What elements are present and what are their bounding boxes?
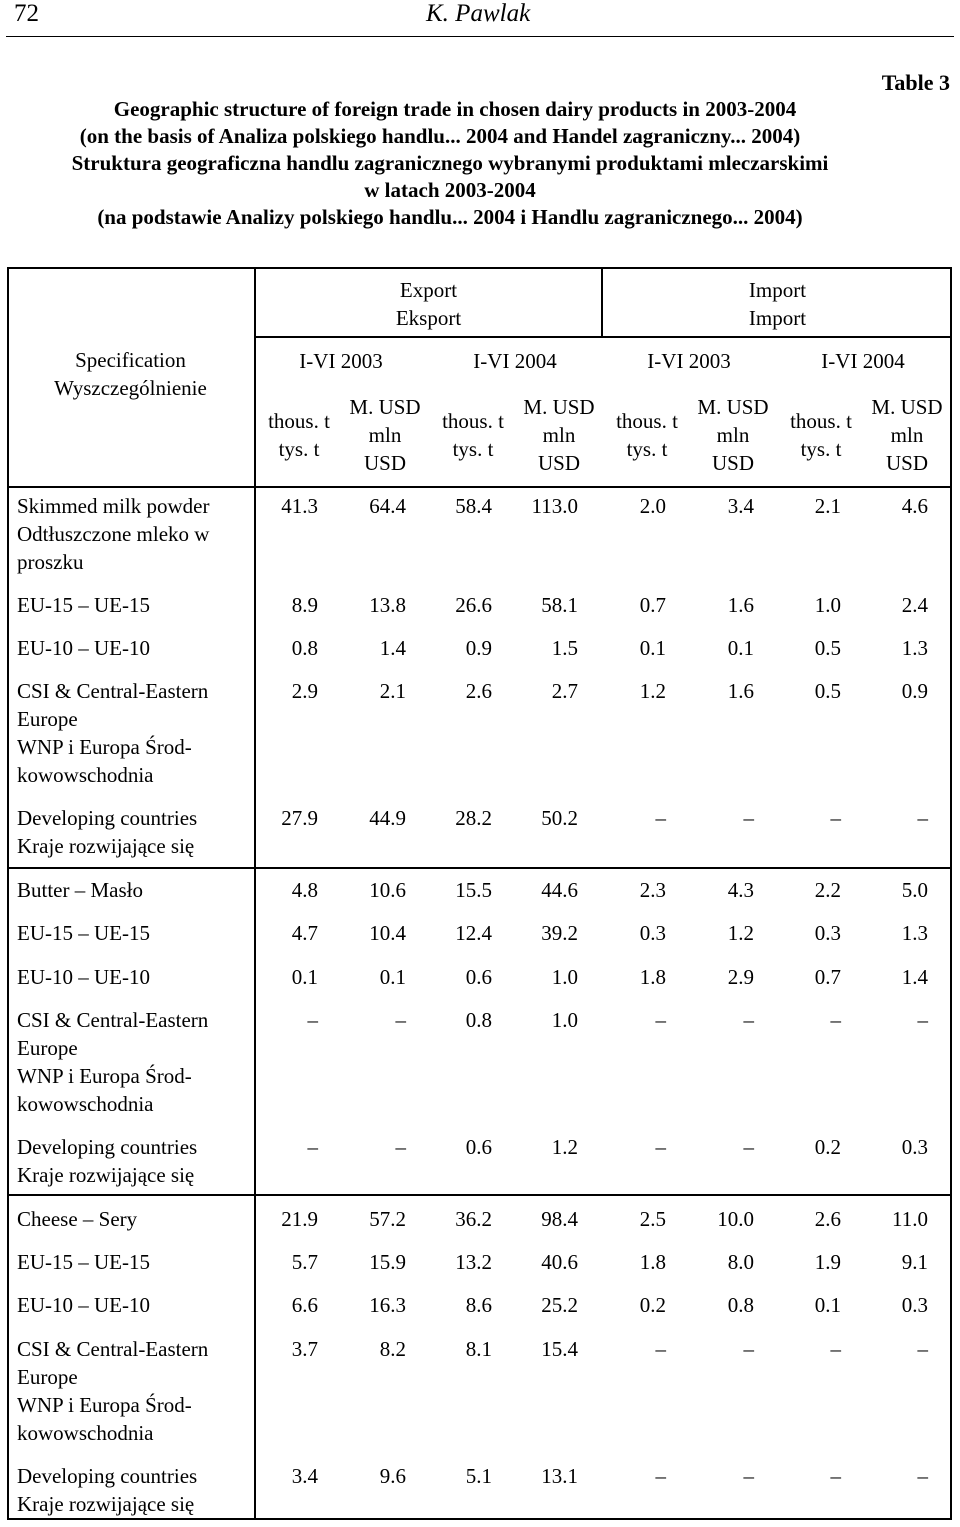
spec-header	[7, 346, 254, 402]
table-cell: 0.1	[291, 965, 318, 989]
import-header-en: Import	[748, 278, 807, 302]
row-label-line: Cheese – Sery	[17, 1207, 138, 1231]
table-cell: 4.8	[291, 878, 318, 902]
row-label	[17, 804, 197, 860]
table-cell: 9.1	[901, 1250, 928, 1274]
row-label	[17, 492, 210, 576]
table-caption	[0, 96, 960, 231]
table-cell: 0.3	[901, 1135, 928, 1159]
table-cell: 58.1	[541, 593, 578, 617]
header-divider	[7, 486, 952, 488]
row-label-line: Europe	[17, 707, 78, 731]
row-label-line: Kraje rozwijające się	[17, 1492, 195, 1516]
table-cell: 2.4	[901, 593, 928, 617]
page-header	[6, 0, 954, 37]
table-cell: –	[395, 1008, 406, 1032]
row-label-line: EU-10 – UE-10	[17, 965, 150, 989]
table-cell: 1.2	[551, 1135, 578, 1159]
table-cell: 0.7	[814, 965, 841, 989]
table-cell: 64.4	[369, 494, 406, 518]
table-cell: 2.1	[379, 679, 406, 703]
table-cell: 36.2	[455, 1207, 492, 1231]
table-cell: 28.2	[455, 806, 492, 830]
row-label-line: Odtłuszczone mleko w	[17, 522, 210, 546]
table-cell: 13.8	[369, 593, 406, 617]
table-cell: 0.1	[639, 636, 666, 660]
row-label-line: Kraje rozwijające się	[17, 1163, 195, 1187]
table-cell: 1.4	[379, 636, 406, 660]
unit-qty-en: thous. t	[268, 409, 330, 433]
caption-line: w latach 2003-2004	[364, 178, 536, 202]
row-label-line: CSI & Central-Eastern	[17, 1337, 209, 1361]
table-cell: 2.6	[465, 679, 492, 703]
table-cell: –	[307, 1135, 318, 1159]
period-header: I-VI 2004	[473, 349, 557, 373]
table-cell: 0.3	[814, 921, 841, 945]
row-label-line: Skimmed milk powder	[17, 494, 210, 518]
table-cell: –	[655, 1464, 666, 1488]
table-cell: 2.6	[814, 1207, 841, 1231]
table-cell: 0.2	[814, 1135, 841, 1159]
row-label-line: WNP i Europa Środ-	[17, 1393, 192, 1417]
unit-val-header	[689, 393, 777, 477]
unit-val-cur: USD	[885, 451, 928, 475]
table-cell: 2.0	[639, 494, 666, 518]
unit-qty-pl: tys. t	[800, 437, 842, 461]
table-cell: 10.4	[369, 921, 406, 945]
export-header-pl: Eksport	[395, 306, 462, 330]
table-cell: 2.5	[639, 1207, 666, 1231]
table-cell: 2.9	[727, 965, 754, 989]
table-cell: 0.1	[379, 965, 406, 989]
table-cell: 1.6	[727, 679, 754, 703]
table-cell: 1.0	[814, 593, 841, 617]
table-cell: 5.1	[465, 1464, 492, 1488]
table-cell: –	[655, 806, 666, 830]
table-cell: 1.5	[551, 636, 578, 660]
table-cell: 1.6	[727, 593, 754, 617]
table-cell: 0.5	[814, 679, 841, 703]
table-cell: –	[743, 1135, 754, 1159]
caption-line: (na podstawie Analizy polskiego handlu... 2004 i Handlu zagranicznego... 2004)	[97, 205, 803, 229]
table-cell: 58.4	[455, 494, 492, 518]
table-cell: 15.9	[369, 1250, 406, 1274]
row-label	[17, 1205, 137, 1233]
table-number: Table 3	[881, 70, 950, 95]
row-label-line: WNP i Europa Środ-	[17, 735, 192, 759]
table-cell: 8.0	[727, 1250, 754, 1274]
unit-val-en: M. USD	[697, 395, 769, 419]
table-cell: 21.9	[281, 1207, 318, 1231]
table-cell: 1.2	[639, 679, 666, 703]
row-label	[17, 1462, 197, 1518]
table-cell: 0.8	[727, 1293, 754, 1317]
table-cell: 1.4	[901, 965, 928, 989]
table-cell: 8.9	[291, 593, 318, 617]
unit-qty-en: thous. t	[790, 409, 852, 433]
table-cell: 0.8	[465, 1008, 492, 1032]
unit-val-cur: USD	[537, 451, 580, 475]
table-cell: 1.2	[727, 921, 754, 945]
table-cell: 0.5	[814, 636, 841, 660]
running-head: K. Pawlak	[426, 0, 531, 27]
page-number: 72	[14, 0, 39, 27]
table-cell: 2.9	[291, 679, 318, 703]
table-cell: 0.1	[814, 1293, 841, 1317]
unit-qty-header	[255, 407, 343, 463]
table-cell: 1.8	[639, 1250, 666, 1274]
row-label-line: EU-10 – UE-10	[17, 636, 150, 660]
import-header-pl: Import	[748, 306, 807, 330]
row-label	[17, 634, 150, 662]
table-cell: –	[830, 806, 841, 830]
table-cell: 3.7	[291, 1337, 318, 1361]
row-label	[17, 876, 143, 904]
table-cell: –	[307, 1008, 318, 1032]
table-cell: –	[395, 1135, 406, 1159]
table-cell: 0.7	[639, 593, 666, 617]
table-cell: –	[743, 1008, 754, 1032]
table-cell: –	[743, 806, 754, 830]
table-cell: 0.6	[465, 1135, 492, 1159]
table-cell: 41.3	[281, 494, 318, 518]
export-header	[256, 276, 601, 332]
table-cell: 50.2	[541, 806, 578, 830]
unit-qty-pl: tys. t	[626, 437, 668, 461]
table-cell: 12.4	[455, 921, 492, 945]
row-label-line: WNP i Europa Środ-	[17, 1064, 192, 1088]
table-cell: –	[743, 1464, 754, 1488]
unit-val-pl: mln	[716, 423, 750, 447]
table-cell: 2.7	[551, 679, 578, 703]
unit-qty-header	[777, 407, 865, 463]
table-cell: –	[917, 1008, 928, 1032]
row-label-line: Developing countries	[17, 806, 198, 830]
table-cell: 0.9	[901, 679, 928, 703]
table-cell: 9.6	[379, 1464, 406, 1488]
table-cell: 0.1	[727, 636, 754, 660]
table-cell: 13.2	[455, 1250, 492, 1274]
unit-val-pl: mln	[368, 423, 402, 447]
table-cell: 15.5	[455, 878, 492, 902]
table-cell: –	[917, 806, 928, 830]
section-divider	[7, 1194, 952, 1196]
import-header	[603, 276, 952, 332]
table-cell: 39.2	[541, 921, 578, 945]
row-label-line: Kraje rozwijające się	[17, 834, 195, 858]
row-label-line: Developing countries	[17, 1464, 198, 1488]
table-cell: 44.6	[541, 878, 578, 902]
export-header-en: Export	[399, 278, 458, 302]
table-cell: 0.2	[639, 1293, 666, 1317]
unit-val-en: M. USD	[349, 395, 421, 419]
table-cell: –	[655, 1337, 666, 1361]
table-cell: 5.7	[291, 1250, 318, 1274]
unit-val-en: M. USD	[523, 395, 595, 419]
table-cell: 26.6	[455, 593, 492, 617]
row-label	[17, 1006, 208, 1118]
table-cell: 98.4	[541, 1207, 578, 1231]
table-cell: 1.3	[901, 921, 928, 945]
unit-val-cur: USD	[711, 451, 754, 475]
row-label-line: EU-15 – UE-15	[17, 921, 150, 945]
unit-val-pl: mln	[542, 423, 576, 447]
table-cell: 5.0	[901, 878, 928, 902]
table-cell: 8.2	[379, 1337, 406, 1361]
table-cell: 2.3	[639, 878, 666, 902]
table-cell: 25.2	[541, 1293, 578, 1317]
period-header: I-VI 2004	[821, 349, 905, 373]
table-cell: 57.2	[369, 1207, 406, 1231]
row-label-line: kowowschodnia	[17, 1092, 154, 1116]
unit-qty-header	[603, 407, 691, 463]
table-cell: 16.3	[369, 1293, 406, 1317]
row-label-line: kowowschodnia	[17, 763, 154, 787]
table-cell: –	[743, 1337, 754, 1361]
table-cell: 1.3	[901, 636, 928, 660]
spec-header-pl: Wyszczególnienie	[54, 376, 207, 400]
table-cell: 1.9	[814, 1250, 841, 1274]
row-label-line: Developing countries	[17, 1135, 198, 1159]
caption-line: Geographic structure of foreign trade in chosen dairy products in 2003-2004	[113, 97, 797, 121]
unit-val-header	[863, 393, 951, 477]
row-label	[17, 677, 208, 789]
row-label	[17, 919, 150, 947]
row-label-line: proszku	[17, 550, 84, 574]
table-cell: 3.4	[727, 494, 754, 518]
row-label-line: EU-15 – UE-15	[17, 593, 150, 617]
caption-line: Struktura geograficzna handlu zagranicznego wybranymi produktami mleczarskimi	[71, 151, 829, 175]
table-cell: 8.6	[465, 1293, 492, 1317]
row-label	[17, 1133, 197, 1189]
period-header: I-VI 2003	[647, 349, 731, 373]
table-cell: 2.1	[814, 494, 841, 518]
unit-val-header	[515, 393, 603, 477]
table-cell: 4.3	[727, 878, 754, 902]
table-cell: 2.2	[814, 878, 841, 902]
unit-qty-pl: tys. t	[278, 437, 320, 461]
table-cell: 4.7	[291, 921, 318, 945]
table-cell: 1.0	[551, 1008, 578, 1032]
table-cell: –	[655, 1008, 666, 1032]
table-cell: 11.0	[892, 1207, 928, 1231]
row-label-line: EU-10 – UE-10	[17, 1293, 150, 1317]
unit-qty-en: thous. t	[616, 409, 678, 433]
table-cell: 0.6	[465, 965, 492, 989]
table-cell: 3.4	[291, 1464, 318, 1488]
row-label-line: Europe	[17, 1036, 78, 1060]
row-label-line: Butter – Masło	[17, 878, 143, 902]
section-divider	[7, 867, 952, 869]
row-label-line: CSI & Central-Eastern	[17, 679, 209, 703]
table-cell: –	[917, 1464, 928, 1488]
table-cell: 44.9	[369, 806, 406, 830]
row-label	[17, 1335, 208, 1447]
unit-val-header	[341, 393, 429, 477]
table-cell: –	[917, 1337, 928, 1361]
unit-qty-en: thous. t	[442, 409, 504, 433]
table-cell: 1.8	[639, 965, 666, 989]
row-label-line: EU-15 – UE-15	[17, 1250, 150, 1274]
unit-qty-header	[429, 407, 517, 463]
row-label	[17, 591, 150, 619]
period-header: I-VI 2003	[299, 349, 383, 373]
table-cell: –	[830, 1008, 841, 1032]
table-cell: 10.6	[369, 878, 406, 902]
unit-qty-pl: tys. t	[452, 437, 494, 461]
table-cell: 0.9	[465, 636, 492, 660]
row-label-line: Europe	[17, 1365, 78, 1389]
row-label	[17, 963, 150, 991]
table-cell: –	[830, 1337, 841, 1361]
table-cell: –	[830, 1464, 841, 1488]
table-cell: 0.8	[291, 636, 318, 660]
table-cell: 1.0	[551, 965, 578, 989]
table-cell: 10.0	[717, 1207, 754, 1231]
table-cell: 0.3	[639, 921, 666, 945]
row-label-line: CSI & Central-Eastern	[17, 1008, 209, 1032]
table-cell: 4.6	[901, 494, 928, 518]
unit-val-pl: mln	[890, 423, 924, 447]
unit-val-en: M. USD	[871, 395, 943, 419]
table-cell: 27.9	[281, 806, 318, 830]
header-divider	[254, 336, 952, 338]
table-cell: 8.1	[465, 1337, 492, 1361]
table-cell: 0.3	[901, 1293, 928, 1317]
table-cell: 40.6	[541, 1250, 578, 1274]
table-cell: 6.6	[291, 1293, 318, 1317]
row-label	[17, 1248, 150, 1276]
row-label	[17, 1291, 150, 1319]
caption-line: (on the basis of Analiza polskiego handlu... 2004 and Handel zagraniczny... 2004)	[79, 124, 801, 148]
spec-header-en: Specification	[75, 348, 186, 372]
row-label-line: kowowschodnia	[17, 1421, 154, 1445]
table-cell: 113.0	[531, 494, 578, 518]
table-cell: 15.4	[541, 1337, 578, 1361]
table-cell: 13.1	[541, 1464, 578, 1488]
unit-val-cur: USD	[363, 451, 406, 475]
table-cell: –	[655, 1135, 666, 1159]
